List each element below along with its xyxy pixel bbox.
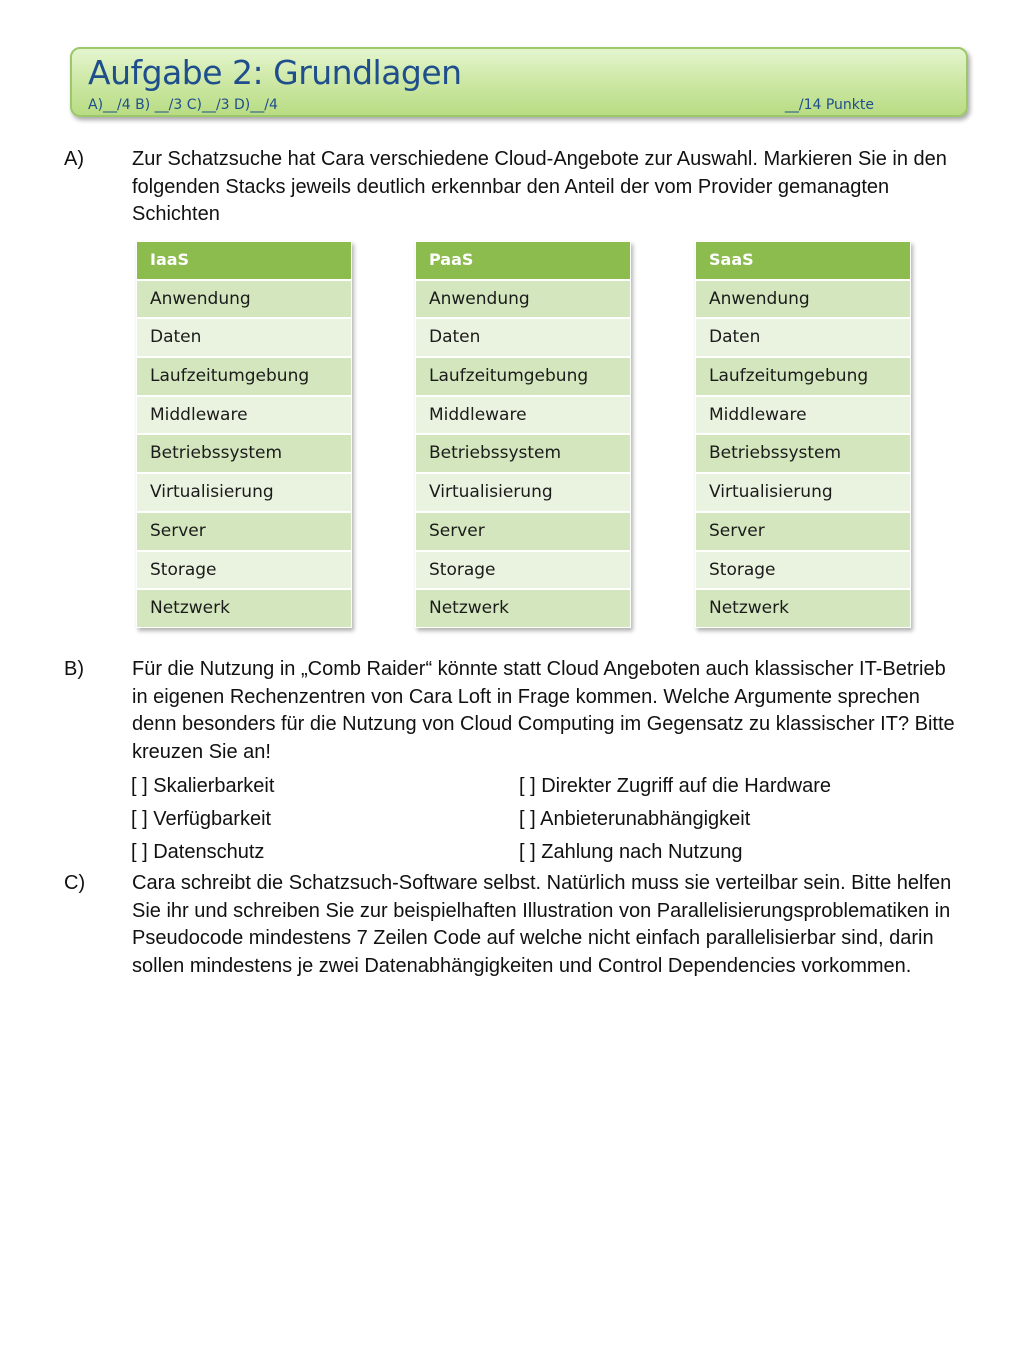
stack-layer[interactable]: Daten [415, 318, 631, 357]
stack-layer[interactable]: Betriebssystem [695, 434, 911, 473]
stack-paas [415, 241, 631, 628]
points-total: __/14 Punkte [784, 97, 874, 113]
stack-saas [695, 241, 911, 628]
section-c-label: C) [64, 872, 86, 894]
stack-layer[interactable]: Netzwerk [415, 589, 631, 628]
stack-layer[interactable]: Daten [136, 318, 352, 357]
stack-layer[interactable]: Virtualisierung [695, 473, 911, 512]
stack-layer[interactable]: Middleware [136, 396, 352, 435]
option-zahlung-nach-nutzung[interactable]: [ ] Zahlung nach Nutzung [519, 841, 743, 863]
task-header [70, 47, 968, 117]
section-a-label: A) [64, 148, 84, 170]
stack-layer[interactable]: Daten [695, 318, 911, 357]
option-datenschutz[interactable]: [ ] Datenschutz [131, 841, 265, 863]
option-anbieterunabhaengigkeit[interactable]: [ ] Anbieterunabhängigkeit [519, 808, 751, 830]
stack-layer[interactable]: Virtualisierung [136, 473, 352, 512]
points-breakdown: A)__/4 B) __/3 C)__/3 D)__/4 [88, 97, 278, 113]
stack-layer[interactable]: Storage [695, 551, 911, 590]
stack-layer[interactable]: Netzwerk [695, 589, 911, 628]
section-c-text: Cara schreibt die Schatzsuch-Software selbst. Natürlich muss sie verteilbar sein. Bitte helfen Sie ihr und schreiben Sie zur beispielhaften Illustration von Parallelisierungsproblematiken in Pseudocode mindestens 7 Zeilen Code auf welche nicht einfach parallelisierbar sind, darin sollen mindestens je zwei Datenabhängigkeiten und Control Dependencies vorkommen. [132, 872, 952, 977]
stack-layer[interactable]: Anwendung [415, 280, 631, 319]
stack-layer[interactable]: Middleware [695, 396, 911, 435]
option-direkter-zugriff[interactable]: [ ] Direkter Zugriff auf die Hardware [519, 775, 831, 797]
stack-layer[interactable]: Server [136, 512, 352, 551]
option-skalierbarkeit[interactable]: [ ] Skalierbarkeit [131, 775, 275, 797]
stack-layer[interactable]: Anwendung [136, 280, 352, 319]
stack-layer[interactable]: Storage [415, 551, 631, 590]
section-b-text: Für die Nutzung in „Comb Raider“ könnte statt Cloud Angeboten auch klassischer IT-Betrieb in eigenen Rechenzentren von Cara Loft in Frage kommen. Welche Argumente sprechen denn besonders für die Nutzung von Cloud Computing im Gegensatz zu klassischer IT? Bitte kreuzen Sie an! [132, 658, 955, 763]
stack-layer[interactable]: Laufzeitumgebung [136, 357, 352, 396]
stack-layer[interactable]: Server [695, 512, 911, 551]
stack-layer[interactable]: Server [415, 512, 631, 551]
option-verfuegbarkeit[interactable]: [ ] Verfügbarkeit [131, 808, 272, 830]
stack-layer[interactable]: Middleware [415, 396, 631, 435]
stack-title: SaaS [695, 241, 911, 280]
stack-title: IaaS [136, 241, 352, 280]
task-title: Aufgabe 2: Grundlagen [88, 53, 462, 92]
stack-layer[interactable]: Laufzeitumgebung [415, 357, 631, 396]
stack-layer[interactable]: Betriebssystem [136, 434, 352, 473]
stack-title: PaaS [415, 241, 631, 280]
stack-layer[interactable]: Netzwerk [136, 589, 352, 628]
stack-layer[interactable]: Laufzeitumgebung [695, 357, 911, 396]
stack-layer[interactable]: Storage [136, 551, 352, 590]
stack-layer[interactable]: Virtualisierung [415, 473, 631, 512]
section-b-label: B) [64, 658, 84, 680]
stack-layer[interactable]: Anwendung [695, 280, 911, 319]
section-a-text: Zur Schatzsuche hat Cara verschiedene Cloud-Angebote zur Auswahl. Markieren Sie in den folgenden Stacks jeweils deutlich erkennbar den Anteil der vom Provider gemanagten Schichten [132, 148, 947, 225]
stack-iaas [136, 241, 352, 628]
stack-layer[interactable]: Betriebssystem [415, 434, 631, 473]
